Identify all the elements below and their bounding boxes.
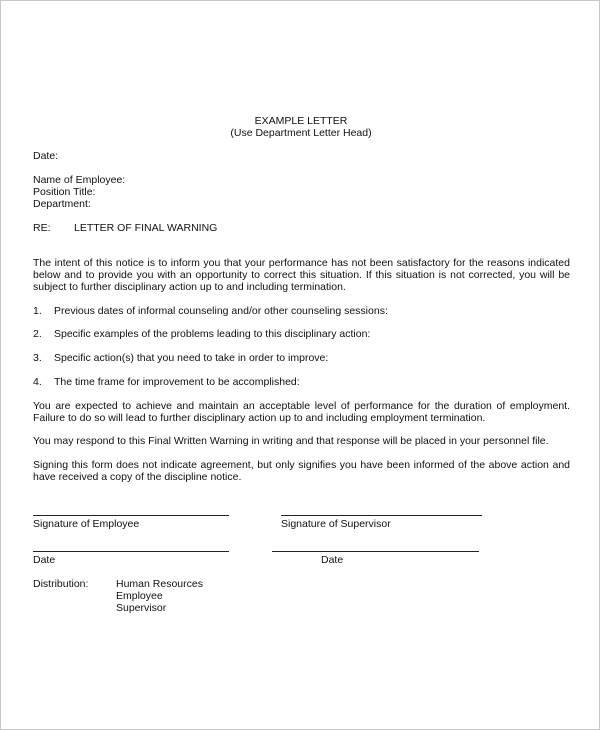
distribution-label: Distribution: [33,578,89,590]
item-text: Previous dates of informal counseling and/or other counseling sessions: [54,305,388,317]
employee-date-label: Date [33,554,56,566]
supervisor-signature-label: Signature of Supervisor [281,518,391,530]
date-field: Date: [33,150,59,162]
letter-title: EXAMPLE LETTER [254,115,348,127]
distribution-recipient: Employee [116,590,163,602]
distribution-recipient: Human Resources [116,578,203,590]
supervisor-date-label: Date [321,554,344,566]
letter-subtitle: (Use Department Letter Head) [230,127,372,139]
response-paragraph: You may respond to this Final Written Warning in writing and that response will be placed in your personnel file. [33,435,549,447]
position-title-field: Position Title: [33,186,96,198]
re-label: RE: [33,222,51,234]
item-text: Specific action(s) that you need to take in order to improve: [54,352,329,364]
item-number: 1. [33,305,42,317]
supervisor-signature-line [281,515,482,516]
supervisor-date-line [272,551,479,552]
expectation-paragraph: You are expected to achieve and maintain an acceptable level of performance for the duration of employment. Failure to do so will lead to further disciplinary action up to and including employment termination. [33,400,570,424]
item-text: Specific examples of the problems leading to this disciplinary action: [54,328,371,340]
item-number: 3. [33,352,42,364]
item-number: 2. [33,328,42,340]
intro-paragraph: The intent of this notice is to inform you that your performance has not been satisfactory for the reasons indicated below and to provide you with an opportunity to correct this situation. If this situation is not corrected, you will be subject to further disciplinary action up to and including termination. [33,257,570,293]
signing-paragraph: Signing this form does not indicate agreement, but only signifies you have been informed of the above action and have received a copy of the discipline notice. [33,459,570,483]
item-number: 4. [33,376,42,388]
department-field: Department: [33,198,91,210]
employee-signature-label: Signature of Employee [33,518,140,530]
re-subject: LETTER OF FINAL WARNING [74,222,218,234]
employee-signature-line [33,515,229,516]
item-text: The time frame for improvement to be accomplished: [54,376,300,388]
employee-date-line [33,551,229,552]
employee-name-field: Name of Employee: [33,174,126,186]
distribution-recipient: Supervisor [116,602,167,614]
